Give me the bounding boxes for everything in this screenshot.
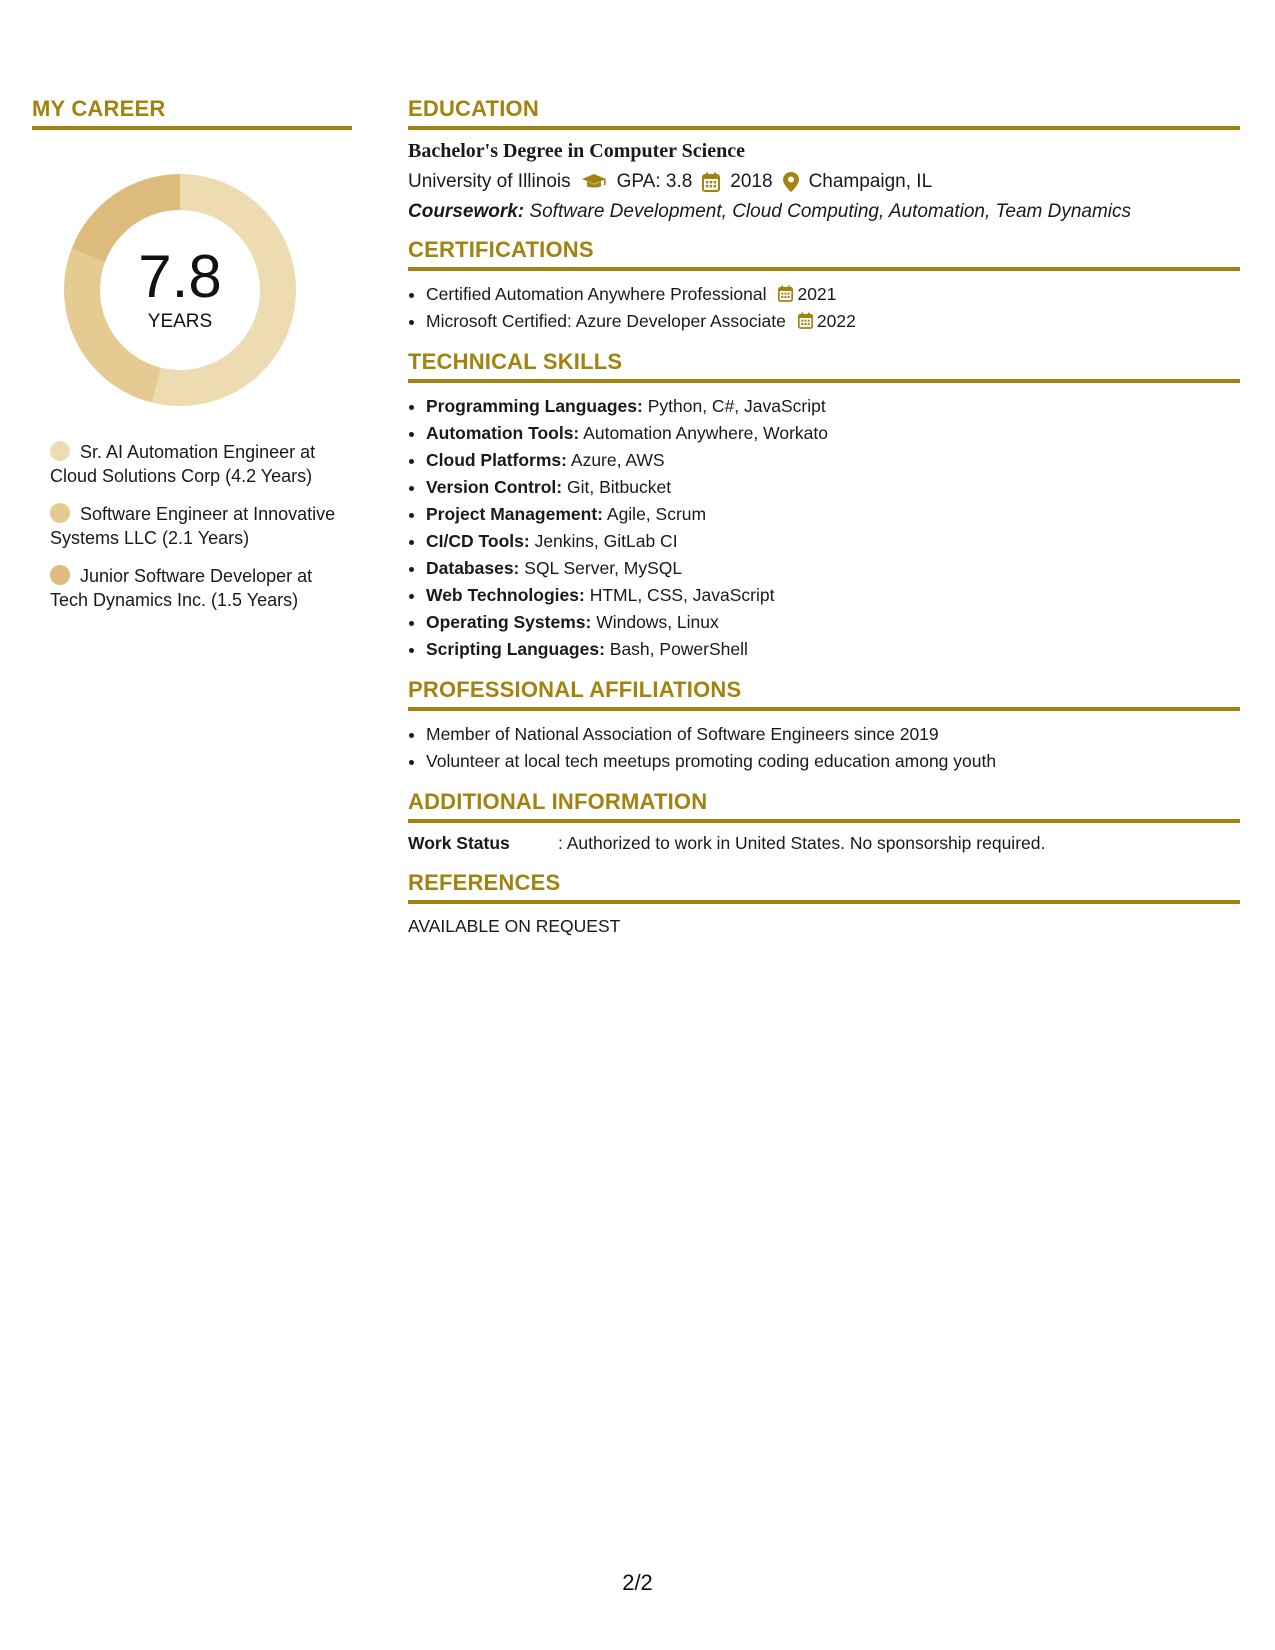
legend-label: Sr. AI Automation Engineer at Cloud Solutions Corp (4.2 Years)	[50, 442, 316, 486]
calendar-icon	[702, 172, 720, 192]
career-legend-item	[50, 440, 340, 488]
work-status-row	[408, 833, 1240, 854]
skill-item	[426, 447, 1240, 474]
references-title: REFERENCES	[408, 870, 1240, 904]
skill-category: Cloud Platforms:	[426, 450, 567, 470]
legend-label: Junior Software Developer at Tech Dynamics Inc. (1.5 Years)	[50, 566, 313, 610]
skill-category: Version Control:	[426, 477, 563, 497]
legend-dot	[50, 441, 70, 461]
skill-values: SQL Server, MySQL	[524, 558, 683, 578]
career-column	[32, 96, 352, 626]
skill-category: Web Technologies:	[426, 585, 585, 605]
total-years-value: 7.8	[138, 243, 222, 310]
coursework-label: Coursework:	[408, 201, 525, 222]
career-legend	[50, 440, 340, 612]
career-title: MY CAREER	[32, 96, 352, 130]
gpa: GPA: 3.8	[616, 171, 693, 192]
affiliations-title: PROFESSIONAL AFFILIATIONS	[408, 677, 1240, 711]
certification-year: 2022	[816, 311, 856, 331]
skill-category: Operating Systems:	[426, 612, 592, 632]
skill-values: HTML, CSS, JavaScript	[589, 585, 775, 605]
skill-values: Jenkins, GitLab CI	[534, 531, 678, 551]
certification-item	[426, 308, 1240, 335]
skill-category: Scripting Languages:	[426, 639, 605, 659]
career-legend-item	[50, 502, 340, 550]
graduation-year: 2018	[730, 171, 773, 192]
graduation-cap-icon	[581, 173, 607, 191]
skill-item	[426, 420, 1240, 447]
main-column	[408, 96, 1240, 937]
school-location: Champaign, IL	[808, 171, 933, 192]
skills-title: TECHNICAL SKILLS	[408, 349, 1240, 383]
affiliation-item: • Member of National Association of Software Engineers since 2019	[426, 721, 1240, 748]
skill-item	[426, 636, 1240, 663]
skill-values: Windows, Linux	[596, 612, 719, 632]
certification-item	[426, 281, 1240, 308]
skill-values: Automation Anywhere, Workato	[583, 423, 828, 443]
certifications-title: CERTIFICATIONS	[408, 237, 1240, 271]
location-pin-icon	[783, 172, 799, 192]
degree-name: Bachelor's Degree in Computer Science	[408, 140, 745, 162]
calendar-icon	[778, 285, 793, 302]
education-details	[408, 171, 1240, 193]
affiliation-item: • Volunteer at local tech meetups promoting coding education among youth	[426, 748, 1240, 775]
certification-name: Certified Automation Anywhere Professional	[426, 284, 767, 304]
education-title: EDUCATION	[408, 96, 1240, 130]
skill-item	[426, 582, 1240, 609]
career-donut-chart	[64, 174, 296, 406]
skill-item	[426, 393, 1240, 420]
certifications-list	[408, 281, 1240, 335]
skill-category: Automation Tools:	[426, 423, 580, 443]
total-years-unit: YEARS	[147, 311, 213, 332]
coursework-list: Software Development, Cloud Computing, Automation, Team Dynamics	[529, 201, 1132, 222]
affiliations-list	[408, 721, 1240, 775]
skill-item	[426, 474, 1240, 501]
skill-values: Agile, Scrum	[606, 504, 707, 524]
page-number: 2/2	[622, 1570, 653, 1595]
skill-values: Azure, AWS	[570, 450, 665, 470]
certification-year: 2021	[797, 284, 837, 304]
skills-list	[408, 393, 1240, 663]
skill-category: CI/CD Tools:	[426, 531, 530, 551]
skill-category: Programming Languages:	[426, 396, 643, 416]
donut-center	[64, 174, 296, 406]
additional-info-title: ADDITIONAL INFORMATION	[408, 789, 1240, 823]
skill-item	[426, 555, 1240, 582]
skill-item	[426, 609, 1240, 636]
skill-values: Git, Bitbucket	[567, 477, 672, 497]
career-legend-item	[50, 564, 340, 612]
legend-dot	[50, 565, 70, 585]
skill-category: Project Management:	[426, 504, 603, 524]
legend-dot	[50, 503, 70, 523]
skill-category: Databases:	[426, 558, 520, 578]
skill-item	[426, 528, 1240, 555]
skill-item	[426, 501, 1240, 528]
work-status-value: : Authorized to work in United States. No sponsorship required.	[558, 833, 1046, 853]
legend-label: Software Engineer at Innovative Systems LLC (2.1 Years)	[50, 504, 336, 548]
work-status-label: Work Status	[408, 833, 510, 853]
skill-values: Bash, PowerShell	[609, 639, 748, 659]
skill-values: Python, C#, JavaScript	[647, 396, 826, 416]
references-text: AVAILABLE ON REQUEST	[408, 916, 621, 936]
school-name: University of Illinois	[408, 171, 571, 192]
certification-name: Microsoft Certified: Azure Developer Associate	[426, 311, 786, 331]
coursework	[408, 201, 1240, 223]
calendar-icon	[798, 312, 813, 329]
